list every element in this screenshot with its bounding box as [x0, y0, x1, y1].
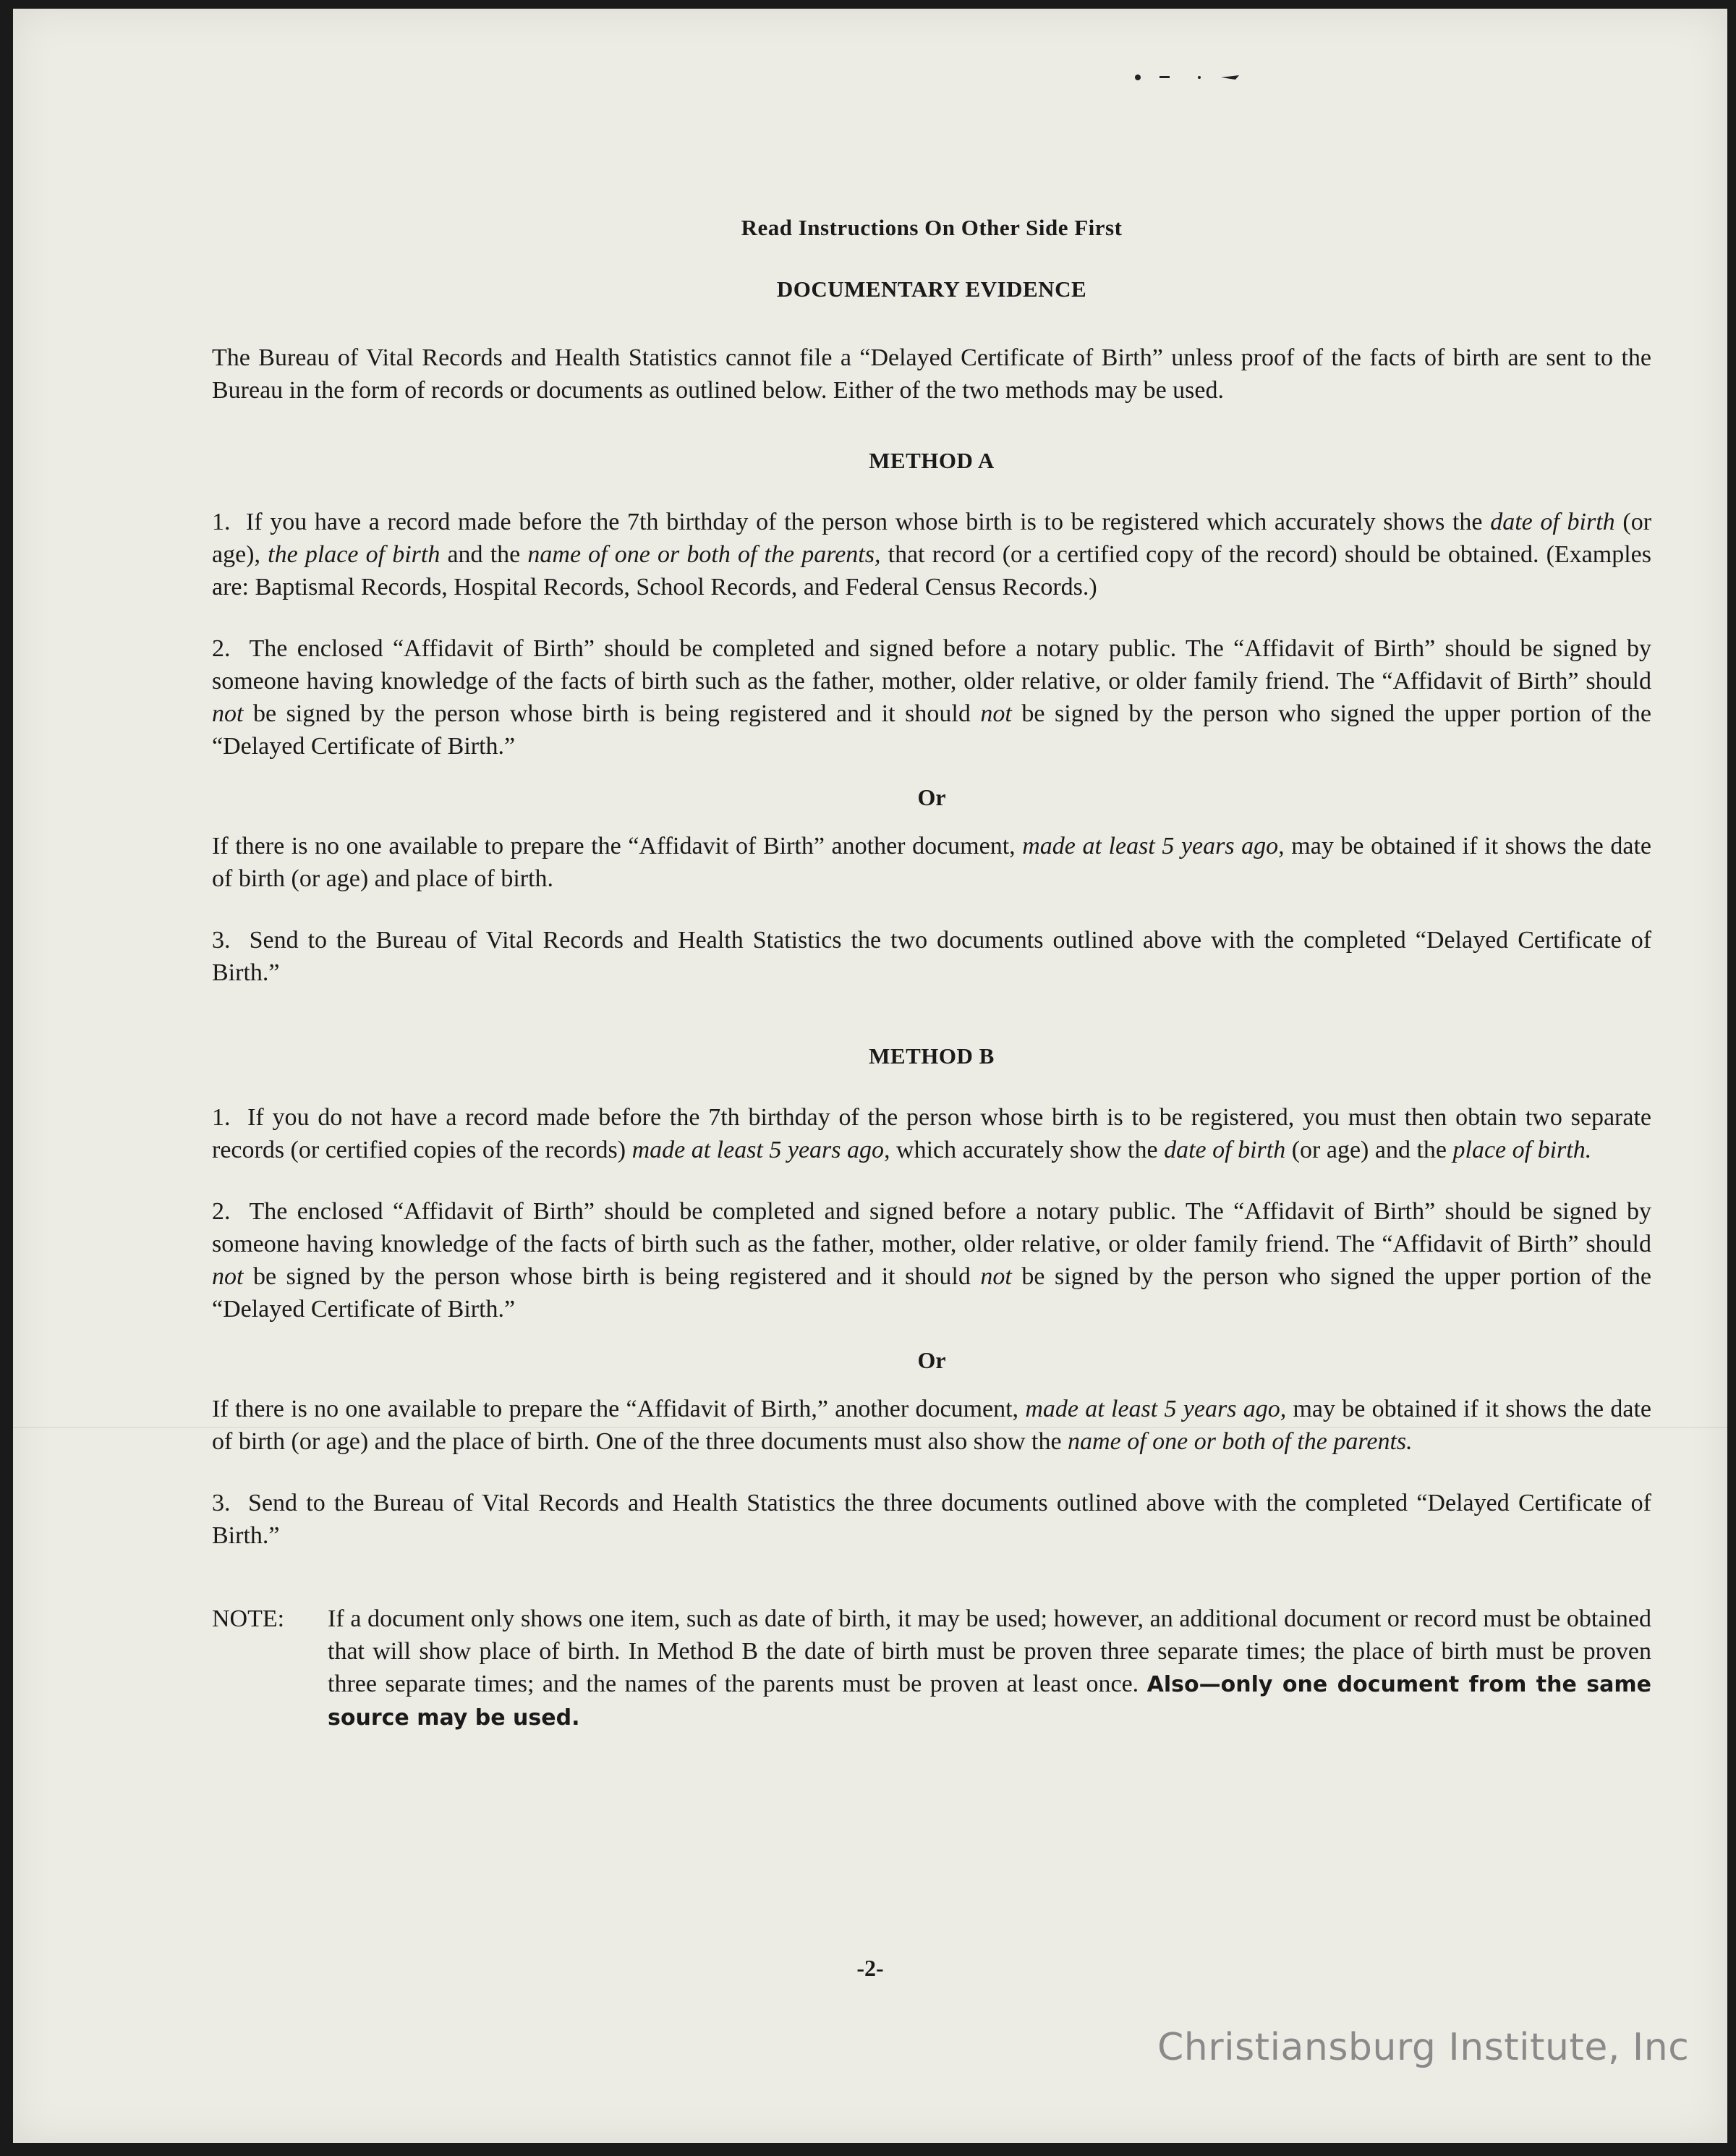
- page-number: -2-: [856, 1955, 884, 1981]
- method-a-item-2: 2. The enclosed “Affidavit of Birth” should be completed and signed before a notary public. The “Affidavit of Birth” should be signed by someone having knowledge of the facts of birth such as the father, mother, older relative, or older family friend. The “Affidavit of Birth” should not be signed by the person whose birth is being registered and it should not be signed by the person who signed the upper portion of the “Delayed Certificate of Birth.”: [212, 635, 1651, 760]
- method-a-item-3: 3. Send to the Bureau of Vital Records and Health Statistics the two documents outlined above with the completed “Delayed Certificate of Birth.”: [212, 927, 1652, 986]
- page-title: DOCUMENTARY EVIDENCE: [776, 276, 1087, 302]
- note-emphasis: Also—only one document from the same source may be used.: [328, 1672, 1652, 1731]
- method-b-alternative: If there is no one available to prepare the “Affidavit of Birth,” another document, made at least 5 years ago, may be obtained if it shows the date of birth (or age) and the place of birth. One of the three documents must also show the name of one or both of the parents.: [212, 1396, 1651, 1455]
- watermark: Christiansburg Institute, Inc: [1157, 2026, 1690, 2069]
- method-b-item-2: 2. The enclosed “Affidavit of Birth” should be completed and signed before a notary public. The “Affidavit of Birth” should be signed by someone having knowledge of the facts of birth such as the father, mother, older relative, or older family friend. The “Affidavit of Birth” should not be signed by the person whose birth is being registered and it should not be signed by the person who signed the upper portion of the “Delayed Certificate of Birth.”: [212, 1198, 1651, 1323]
- method-a-or: Or: [917, 784, 946, 810]
- document-page: [13, 9, 1727, 2143]
- note-block: [212, 1603, 1651, 1734]
- ink-marks: [1127, 67, 1257, 88]
- intro-paragraph: The Bureau of Vital Records and Health Statistics cannot file a “Delayed Certificate of Birth” unless proof of the facts of birth are sent to the Bureau in the form of records or documents as outlined below. Either of the two methods may be used.: [212, 344, 1651, 404]
- method-b-or: Or: [917, 1347, 946, 1373]
- method-b-heading: METHOD B: [869, 1043, 995, 1069]
- method-b-item-3: 3. Send to the Bureau of Vital Records and Health Statistics the three documents outlined above with the completed “Delayed Certificate of Birth.”: [212, 1490, 1652, 1549]
- document-body: [212, 211, 1651, 1734]
- method-b-item-1: 1. If you do not have a record made before the 7th birthday of the person whose birth is to be registered, you must then obtain two separate records (or certified copies of the records) made at least 5 years ago, which accurately show the date of birth (or age) and the place of birth.: [212, 1104, 1652, 1163]
- top-instruction: Read Instructions On Other Side First: [741, 215, 1123, 240]
- method-a-item-1: 1. If you have a record made before the 7th birthday of the person whose birth is to be registered which accurately shows the date of birth (or age), the place of birth and the name of one or both of the parents, that record (or a certified copy of the record) should be obtained. (Examples are: Baptismal Records, Hospital Records, School Records, and Federal Census Records.): [212, 509, 1652, 600]
- method-a-heading: METHOD A: [869, 448, 995, 473]
- note-label: NOTE:: [212, 1605, 285, 1632]
- note-text: If a document only shows one item, such as date of birth, it may be used; however, an additional document or record must be obtained that will show place of birth. In Method B the date of birth must be proven three separate times; the place of birth must be proven three separate times; and the names of the parents must be proven at least once. Also—only one document from the same source may be used.: [328, 1605, 1652, 1731]
- method-a-alternative: If there is no one available to prepare the “Affidavit of Birth” another document, made at least 5 years ago, may be obtained if it shows the date of birth (or age) and place of birth.: [212, 833, 1652, 892]
